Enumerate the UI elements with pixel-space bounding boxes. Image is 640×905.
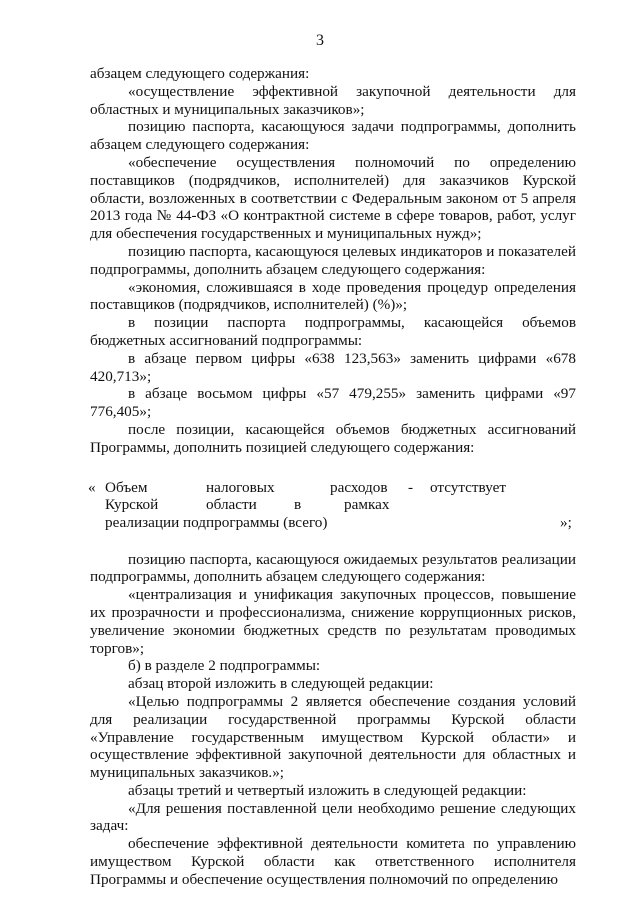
inserted-position-table xyxy=(88,479,576,533)
paragraph: «осуществление эффективной закупочной деятельности для областных и муниципальных заказчиков»; xyxy=(90,82,576,118)
paragraph: в абзаце восьмом цифры «57 479,255» заменить цифрами «97 776,405»; xyxy=(90,385,576,421)
paragraphs-before-table xyxy=(90,65,576,457)
paragraph: обеспечение эффективной деятельности комитета по управлению имуществом Курской области как ответственного исполнителя Программы и обеспечение осуществления полномочий по определению xyxy=(90,835,576,888)
spacer xyxy=(90,533,576,551)
paragraph: абзац второй изложить в следующей редакции: xyxy=(128,675,434,693)
table-cell-label: Курской xyxy=(105,496,159,514)
document-body xyxy=(90,65,576,889)
paragraphs-after-table xyxy=(90,551,576,889)
dash: - xyxy=(408,478,414,496)
table-row xyxy=(88,479,576,497)
table-row xyxy=(88,496,576,514)
table-cell-label: в xyxy=(294,496,302,514)
paragraph: абзацы третий и четвертый изложить в следующей редакции: xyxy=(128,781,527,799)
page-number: 3 xyxy=(316,32,324,49)
paragraph: позицию паспорта, касающуюся ожидаемых результатов реализации подпрограммы, дополнить абзацем следующего содержания: xyxy=(90,550,576,586)
paragraph: после позиции, касающейся объемов бюджетных ассигнований Программы, дополнить позицией следующего содержания: xyxy=(90,420,576,456)
paragraph: абзацем следующего содержания: xyxy=(90,65,310,82)
open-quote: « xyxy=(88,478,96,496)
table-cell-label: налоговых xyxy=(206,478,275,496)
paragraph: «Для решения поставленной цели необходимо решение следующих задач: xyxy=(90,799,576,835)
table-cell-label: Объем xyxy=(105,478,148,496)
paragraph: в абзаце первом цифры «638 123,563» заменить цифрами «678 420,713»; xyxy=(90,349,576,385)
paragraph: «централизация и унификация закупочных процессов, повышение их прозрачности и профессионализма, снижение коррупционных рисков, увеличение экономии бюджетных средств по результатам проводимых торгов»; xyxy=(90,586,576,657)
table-cell-value: отсутствует xyxy=(430,478,506,496)
close-quote: »; xyxy=(560,514,572,532)
table-cell-label: расходов xyxy=(330,478,388,496)
paragraph: «экономия, сложившаяся в ходе проведения процедур определения поставщиков (подрядчиков, исполнителей) (%)»; xyxy=(90,278,576,314)
table-cell-label: реализации подпрограммы (всего) xyxy=(105,514,328,532)
table-cell-label: области xyxy=(206,496,257,514)
spacer xyxy=(90,457,576,479)
paragraph: б) в разделе 2 подпрограммы: xyxy=(128,657,321,675)
table-cell-label: рамках xyxy=(344,496,390,514)
paragraph: «обеспечение осуществления полномочий по определению поставщиков (подрядчиков, исполнителей) для заказчиков Курской области, возложенных в соответствии с Федеральным законом от 5 апреля 2013 года № 44-ФЗ «О контрактной системе в сфере товаров, работ, услуг для обеспечения государственных и муниципальных нужд»; xyxy=(90,153,576,243)
paragraph: позицию паспорта, касающуюся задачи подпрограммы, дополнить абзацем следующего содержания: xyxy=(90,118,576,154)
paragraph: «Целью подпрограммы 2 является обеспечение создания условий для реализации государственной программы Курской области «Управление государственным имуществом Курской области» и осуществление эффективной закупочной деятельности для областных и муниципальных заказчиков.»; xyxy=(90,692,576,782)
table-row xyxy=(88,514,576,532)
paragraph: в позиции паспорта подпрограммы, касающейся объемов бюджетных ассигнований подпрограммы: xyxy=(90,314,576,349)
paragraph: позицию паспорта, касающуюся целевых индикаторов и показателей подпрограммы, дополнить абзацем следующего содержания: xyxy=(90,242,576,278)
